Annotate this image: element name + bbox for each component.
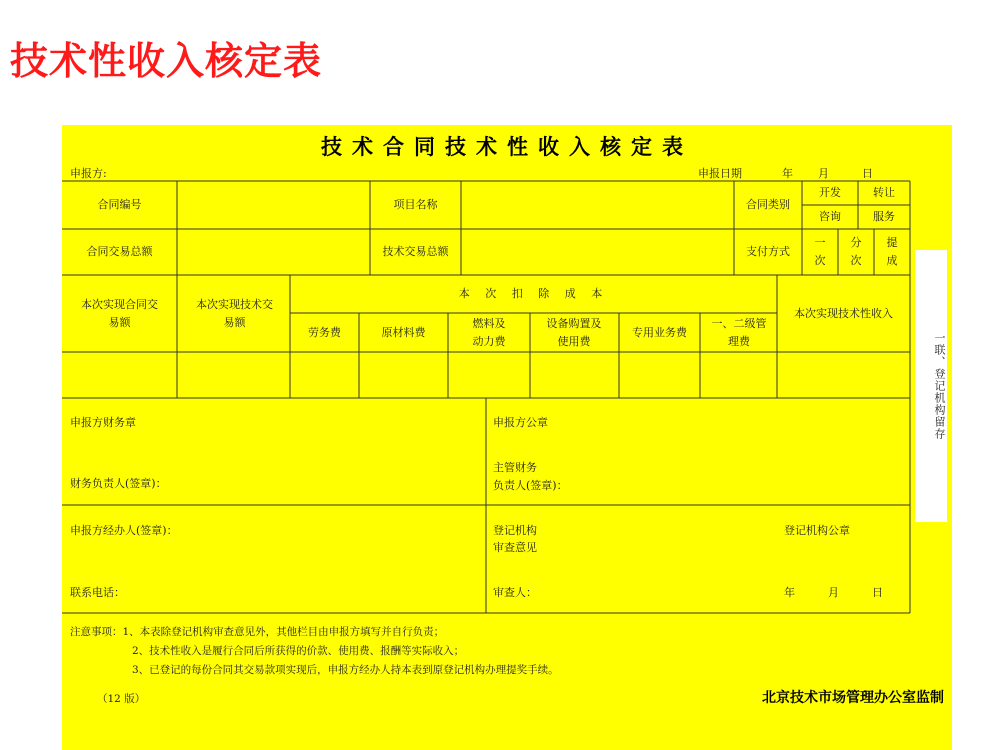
reg-seal-label: 登记机构公章 [784,524,850,537]
form-title: 技术合同技术性收入核定表 [321,135,693,159]
realized-contract-label: 本次实现合同交易额 [81,297,158,329]
cost-special-business: 专用业务费 [632,325,687,339]
date-day: 日 [862,167,873,180]
side-note: 一联、登记机构留存 [933,332,946,440]
realized-tech-label: 本次实现技术交易额 [196,297,273,329]
cost-materials: 原材料费 [381,325,426,339]
finance-head-label: 财务负责人(签章)： [70,477,167,490]
supervisor-label-2: 负责人(签章)： [493,479,568,492]
type-transfer[interactable]: 转让 [873,186,895,199]
finance-seal-label: 申报方财务章 [70,416,136,429]
version-label: （12 版） [97,693,146,705]
income-form [62,125,952,750]
payment-installment[interactable]: 分次 [850,236,862,267]
project-name-field[interactable] [461,181,734,229]
review-year: 年 [784,586,795,599]
realized-contract-field[interactable] [62,352,177,398]
handler-label: 申报方经办人(签章)： [70,524,178,537]
date-label: 申报日期 [698,167,742,180]
phone-label: 联系电话： [70,586,125,599]
cost-management-field[interactable] [700,352,777,398]
cost-equipment: 设备购置及使用费 [546,316,602,348]
supervisor-org: 北京技术市场管理办公室监制 [762,690,944,706]
cost-materials-field[interactable] [359,352,448,398]
cost-equipment-field[interactable] [530,352,619,398]
date-month: 月 [818,167,829,180]
project-name-label: 项目名称 [393,198,438,211]
realized-income-label: 本次实现技术性收入 [794,306,893,320]
date-year: 年 [782,167,793,180]
type-service[interactable]: 服务 [873,210,895,223]
supervisor-label-1: 主管财务 [493,461,537,474]
payment-method-label: 支付方式 [746,245,790,258]
cost-labor-field[interactable] [290,352,359,398]
cost-management: 一、二级管理费 [711,316,767,348]
contract-type-label: 合同类别 [746,198,790,211]
contract-total-label: 合同交易总额 [86,245,153,258]
realized-tech-field[interactable] [177,352,290,398]
cost-labor: 劳务费 [308,325,341,339]
official-seal-label: 申报方公章 [493,416,548,429]
type-consulting[interactable]: 咨询 [819,210,841,223]
payment-royalty[interactable]: 提成 [886,236,898,267]
note-1: 注意事项：1、本表除登记机构审查意见外，其他栏目由申报方填写并自行负责； [70,626,445,638]
payment-once[interactable]: 一次 [814,236,826,267]
applicant-label: 申报方: [70,167,107,180]
reg-org-label-1: 登记机构 [493,524,537,537]
deduct-cost-header: 本 次 扣 除 成 本 [458,287,609,300]
reviewer-label: 审查人： [493,586,537,599]
reg-org-label-2: 审查意见 [493,541,537,554]
contract-no-field[interactable] [177,181,370,229]
side-stub [915,250,947,522]
type-development[interactable]: 开发 [819,186,841,199]
contract-no-label: 合同编号 [97,198,142,211]
cost-fuel-power: 燃料及动力费 [472,316,506,348]
tech-total-field[interactable] [461,229,734,275]
note-2: 2、技术性收入是履行合同后所获得的价款、使用费、报酬等实际收入； [132,645,465,657]
realized-income-field[interactable] [777,352,910,398]
cost-fuel-field[interactable] [448,352,530,398]
review-month: 月 [828,586,839,599]
cost-special-field[interactable] [619,352,700,398]
contract-total-field[interactable] [177,229,370,275]
tech-total-label: 技术交易总额 [382,245,449,258]
note-3: 3、已登记的每份合同其交易款项实现后，申报方经办人持本表到原登记机构办理提奖手续。 [132,664,559,676]
review-day: 日 [872,586,883,599]
slide-title: 技术性收入核定表 [10,39,323,83]
